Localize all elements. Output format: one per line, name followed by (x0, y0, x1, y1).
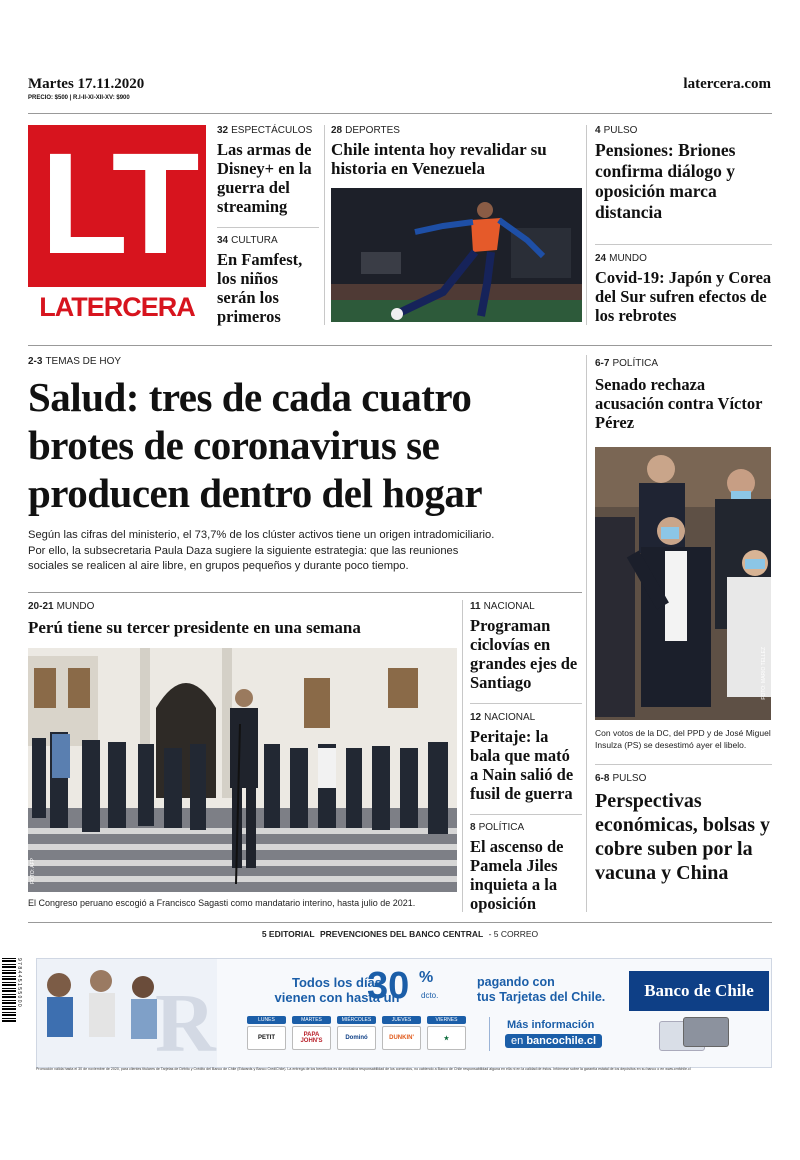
card-icons (659, 1017, 737, 1053)
headline: Perú tiene su tercer presidente en una semana (28, 618, 361, 637)
promo-percent-sign: % (419, 969, 434, 986)
promo-cards: pagando con tus Tarjetas del Chile. (477, 975, 606, 1004)
svg-text:R: R (155, 977, 216, 1067)
senate-caption: Con votos de la DC, del PPD y de José Miguel Insulza (PS) se desestimó ayer el libelo. (595, 728, 771, 750)
edition-date: Martes 17.11.2020 (28, 76, 145, 92)
photo-credit: FOTO: AFP (30, 858, 36, 885)
website-link[interactable]: latercera.com (683, 76, 771, 92)
story-deportes[interactable]: 28 DEPORTES Chile intenta hoy revalidar su historia en Venezuela (331, 125, 581, 178)
headline: Programan ciclovías en grandes ejes de Santiago (470, 616, 578, 692)
headline: Pensiones: Briones confirma diálogo y oposición marca distancia (595, 140, 736, 222)
bank-advertisement[interactable] (36, 958, 772, 1068)
day-brands: LUNES PETIT MARTES PAPA JOHN'S MIÉRCOLES Dominó JUEVES DUNKIN' VIERNES ★ (247, 1016, 466, 1050)
lead-deck: Según las cifras del ministerio, el 73,7% de los clúster activos tiene un origen intradomiciliario. Por ello, la subsecretaria Paula Daza sugiere la siguiente estrategia: que las reuniones sociales se realicen al aire libre, en grupos pequeños y durante poco tiempo. (28, 529, 495, 572)
headline: Senado rechaza acusación contra Víctor Pérez (595, 375, 763, 432)
logo-block[interactable] (28, 125, 206, 287)
price-line: PRECIO: $500 | R.I-II-XI-XII-XV: $900 (28, 95, 130, 101)
headline: Peritaje: la bala que mató a Nain salió de fusil de guerra (470, 727, 574, 803)
headline: Chile intenta hoy revalidar su historia en Venezuela (331, 140, 547, 178)
promo-percent: 30 (367, 965, 410, 1007)
lead-headline: Salud: tres de cada cuatro brotes de coronavirus se producen dentro del hogar (28, 374, 483, 516)
senate-photo[interactable] (595, 447, 771, 720)
logo-name: LATERCERA (39, 292, 195, 322)
headline: Las armas de Disney+ en la guerra del streaming (217, 140, 312, 216)
story-peru[interactable]: 20-21 MUNDO Perú tiene su tercer presidente en una semana (28, 601, 458, 638)
photo-credit: FOTO: MARIO TELLEZ (761, 647, 767, 700)
promo-text: Todos los días vienen con hasta un (274, 975, 400, 1005)
barcode: 9 7 8 4 4 5 1 5 5 0 0 0 (2, 958, 24, 1022)
story-pulso-pensiones[interactable]: 4 PULSO Pensiones: Briones confirma diálogo y oposición marca distancia (595, 125, 773, 222)
inside-index[interactable]: 5 EDITORIAL PREVENCIONES DEL BANCO CENTRAL - 5 CORREO (261, 929, 539, 939)
bank-logo: Banco de Chile (629, 971, 769, 1011)
story-ciclovias[interactable]: 11 NACIONAL Programan ciclovías en grandes ejes de Santiago (470, 601, 582, 692)
headline: Perspectivas económicas, bolsas y cobre suben por la vacuna y China (595, 790, 770, 884)
bank-url[interactable]: en bancochile.cl (505, 1034, 602, 1048)
football-training-photo[interactable] (331, 188, 582, 322)
headline: En Famfest, los niños serán los primeros (217, 250, 303, 326)
peru-congress-photo[interactable] (28, 648, 457, 892)
logo-letters: LT (40, 123, 194, 284)
lead-story[interactable]: 2-3 TEMAS DE HOY Salud: tres de cada cuatro brotes de coronavirus se producen dentro del hogar Según las cifras del ministerio, el 73,7% de los clúster activos tiene un origen intradomiciliario. Por ello, la subsecretaria Paula Daza sugiere la siguiente estrategia: que las reuniones sociales se realicen al aire libre, en grupos pequeños y durante poco tiempo. (28, 356, 584, 575)
story-jiles[interactable]: 8 POLÍTICA El ascenso de Pamela Jiles inquieta a la oposición (470, 822, 582, 913)
promo-dcto: dcto. (421, 991, 439, 1000)
story-perspectivas[interactable]: 6-8 PULSO Perspectivas económicas, bolsas y cobre suben por la vacuna y China (595, 773, 773, 885)
story-espectaculos[interactable]: 32 ESPECTÁCULOS Las armas de Disney+ en la guerra del streaming (217, 125, 319, 216)
peru-caption: El Congreso peruano escogió a Francisco Sagasti como mandatario interino, hasta julio de 2021. (28, 898, 416, 908)
headline: El ascenso de Pamela Jiles inquieta a la oposición (470, 837, 564, 913)
more-info: Más información (507, 1019, 595, 1031)
story-peritaje[interactable]: 12 NACIONAL Peritaje: la bala que mató a Nain salió de fusil de guerra (470, 712, 582, 803)
headline: Covid-19: Japón y Corea del Sur sufren efectos de los rebrotes (595, 268, 772, 325)
story-cultura[interactable]: 34 CULTURA En Famfest, los niños serán los primeros (217, 235, 319, 326)
story-mundo-covid[interactable]: 24 MUNDO Covid-19: Japón y Corea del Sur sufren efectos de los rebrotes (595, 253, 772, 325)
story-senado[interactable]: 6-7 POLÍTICA Senado rechaza acusación contra Víctor Pérez (595, 358, 773, 432)
ad-legal: Promoción válida hasta el 30 de noviembre de 2020, para clientes titulares de Tarjetas de Débito y Crédito del Banco de Chile (Edwards y Banco CrediChile). La entrega de los beneficios es de exclusiva responsabilidad de los comercios, no cabiendo a Banco de Chile responsabilidad alguna en ella ni en la calidad de éstos. Infórmese sobre la garantía estatal de los depósitos en su banco o en www.cmfchile.cl (36, 1067, 691, 1071)
